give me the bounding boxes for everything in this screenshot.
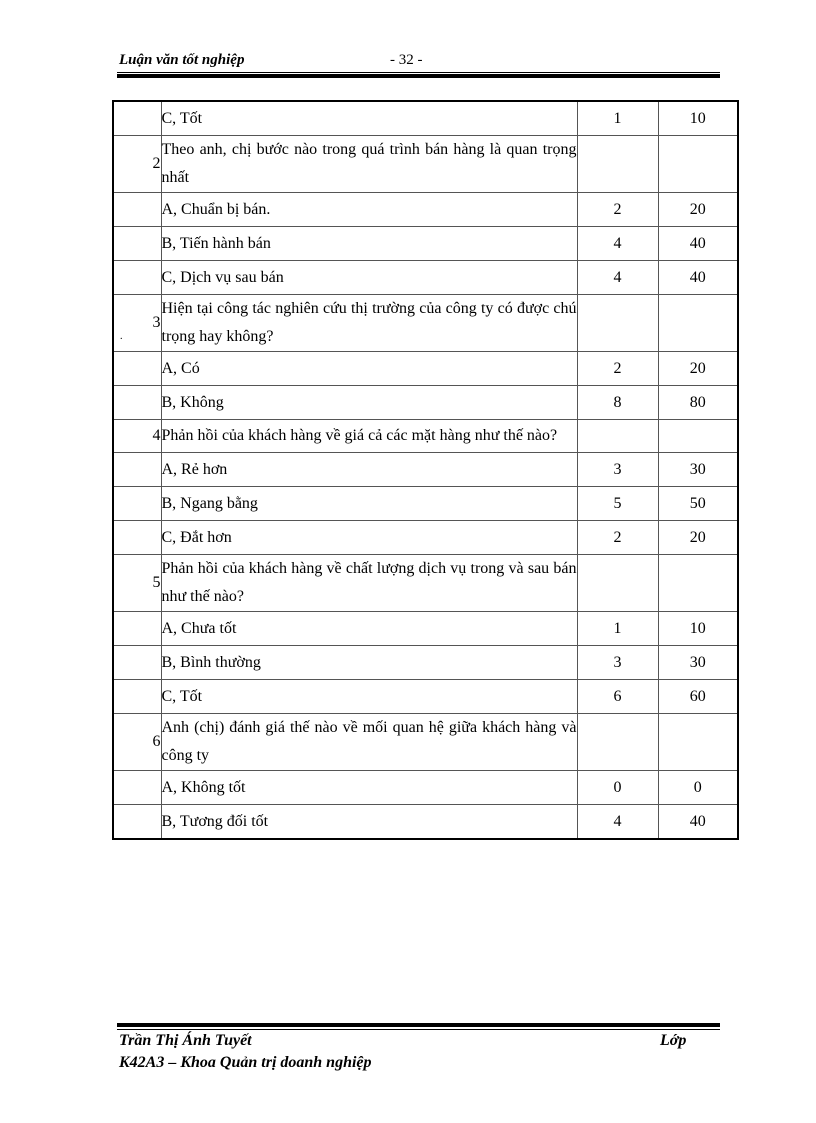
table-row [113,453,738,487]
response-percent [658,295,738,352]
response-count: 4 [577,261,658,295]
survey-results-table [112,100,739,840]
response-percent: 80 [658,386,738,420]
table-row [113,555,738,612]
response-count: 4 [577,805,658,840]
answer-option: A, Có [161,352,577,386]
response-percent: 30 [658,453,738,487]
table-row [113,646,738,680]
question-number [113,680,161,714]
response-percent: 40 [658,805,738,840]
table-row [113,612,738,646]
table-row [113,521,738,555]
table-row [113,261,738,295]
response-count: 2 [577,521,658,555]
response-count: 6 [577,680,658,714]
response-count: 4 [577,227,658,261]
question-number [113,612,161,646]
response-percent: 60 [658,680,738,714]
response-percent [658,136,738,193]
response-count: 2 [577,352,658,386]
question-number [113,352,161,386]
answer-option: B, Tiến hành bán [161,227,577,261]
page-header-title: Luận văn tốt nghiệp [119,52,245,68]
question-number: 4 [113,420,161,453]
question-number [113,646,161,680]
answer-option: C, Tốt [161,101,577,136]
question-number [113,453,161,487]
footer-class-label: Lớp [660,1032,687,1049]
footer-rule-thin [117,1029,720,1030]
question-number [113,805,161,840]
answer-option: B, Tương đối tốt [161,805,577,840]
stray-mark: . [120,331,123,342]
response-count: 8 [577,386,658,420]
response-count: 0 [577,771,658,805]
response-percent: 20 [658,352,738,386]
answer-option: B, Bình thường [161,646,577,680]
table-row [113,805,738,840]
response-percent [658,420,738,453]
question-number [113,193,161,227]
table-row [113,101,738,136]
response-count [577,295,658,352]
response-percent: 40 [658,227,738,261]
footer-author-name: Trần Thị Ánh Tuyết [119,1032,252,1049]
response-count: 1 [577,101,658,136]
response-percent: 20 [658,521,738,555]
response-count: 1 [577,612,658,646]
answer-option: C, Dịch vụ sau bán [161,261,577,295]
response-count [577,420,658,453]
response-count: 3 [577,646,658,680]
question-text: Phản hồi của khách hàng về chất lượng dịch vụ trong và sau bán như thế nào? [161,555,577,612]
page-number: - 32 - [390,52,423,68]
answer-option: B, Không [161,386,577,420]
response-percent: 40 [658,261,738,295]
response-percent [658,555,738,612]
answer-option: A, Chuẩn bị bán. [161,193,577,227]
question-text: Hiện tại công tác nghiên cứu thị trường của công ty có được chú trọng hay không? [161,295,577,352]
response-percent: 10 [658,101,738,136]
table-row [113,771,738,805]
response-count [577,555,658,612]
answer-option: C, Đắt hơn [161,521,577,555]
question-number [113,771,161,805]
table-row [113,193,738,227]
header-rule-thick [117,74,720,78]
response-count: 2 [577,193,658,227]
answer-option: A, Rẻ hơn [161,453,577,487]
answer-option: C, Tốt [161,680,577,714]
table-row [113,295,738,352]
table-row [113,487,738,521]
response-percent: 30 [658,646,738,680]
question-number [113,101,161,136]
question-number: 2 [113,136,161,193]
question-text: Theo anh, chị bước nào trong quá trình bán hàng là quan trọng nhất [161,136,577,193]
table-row [113,136,738,193]
response-percent: 50 [658,487,738,521]
question-number [113,521,161,555]
response-count: 3 [577,453,658,487]
question-text: Phản hồi của khách hàng về giá cả các mặt hàng như thế nào? [161,420,577,453]
response-percent: 10 [658,612,738,646]
question-number: 3 . [113,295,161,352]
answer-option: A, Không tốt [161,771,577,805]
answer-option: A, Chưa tốt [161,612,577,646]
table-row [113,227,738,261]
footer-rule-thick [117,1023,720,1027]
response-count [577,714,658,771]
table-row [113,680,738,714]
response-percent: 0 [658,771,738,805]
question-number: 5 [113,555,161,612]
question-number [113,487,161,521]
question-text: Anh (chị) đánh giá thế nào về mối quan hệ giữa khách hàng và công ty [161,714,577,771]
table-row [113,714,738,771]
response-count: 5 [577,487,658,521]
footer-department: K42A3 – Khoa Quản trị doanh nghiệp [119,1054,372,1071]
response-count [577,136,658,193]
response-percent: 20 [658,193,738,227]
question-number [113,227,161,261]
answer-option: B, Ngang bằng [161,487,577,521]
response-percent [658,714,738,771]
table-row [113,420,738,453]
question-number [113,261,161,295]
question-number: 6 [113,714,161,771]
table-row [113,386,738,420]
question-number [113,386,161,420]
header-rule-thin [117,72,720,73]
table-row [113,352,738,386]
